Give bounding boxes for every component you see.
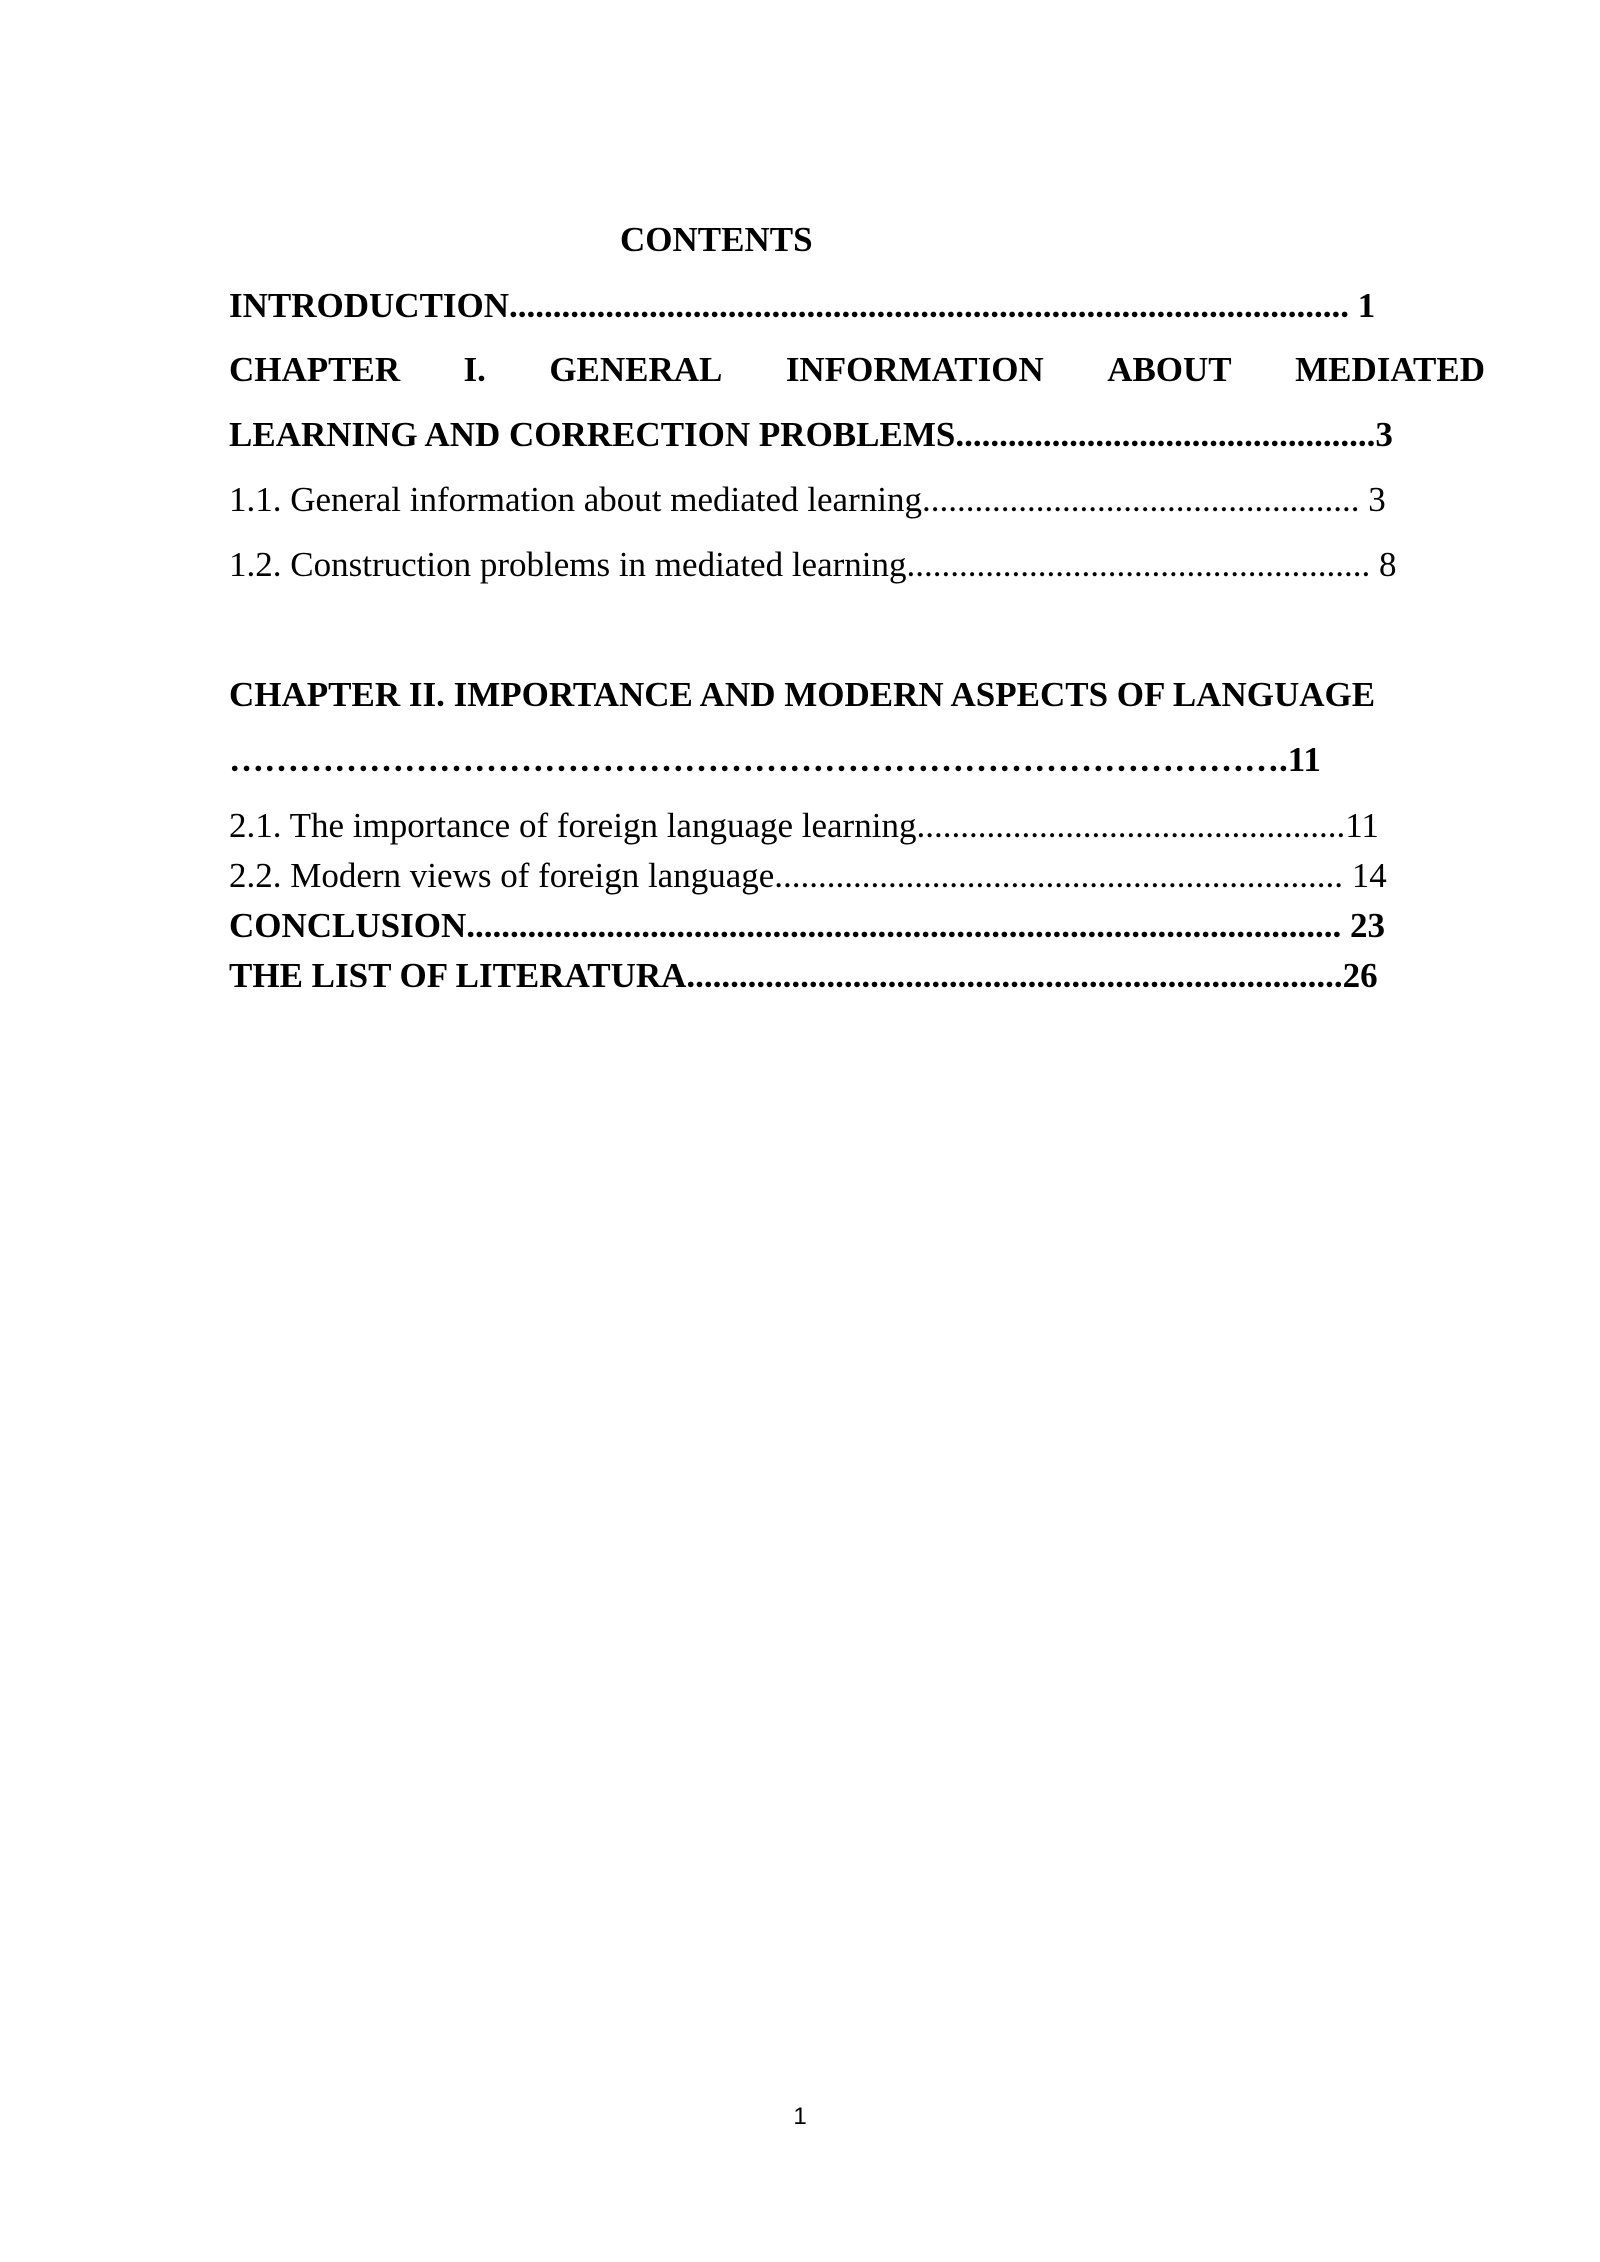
toc-entry-section-2-1: 2.1. The importance of foreign language learning.................................................11: [229, 806, 1379, 845]
toc-word: CHAPTER: [229, 350, 401, 389]
toc-entry-literature: THE LIST OF LITERATURA...........................................................................26: [229, 956, 1378, 995]
toc-entry-chapter-2-line-1: CHAPTER II. IMPORTANCE AND MODERN ASPECTS OF LANGUAGE: [229, 675, 1376, 714]
toc-word: MEDIATED: [1295, 350, 1485, 389]
toc-entry-chapter-1-line-2: LEARNING AND CORRECTION PROBLEMS................................................3: [229, 415, 1393, 454]
toc-entry-conclusion: CONCLUSION.................................................................................................... 23: [229, 906, 1386, 945]
toc-word: ABOUT: [1107, 350, 1232, 389]
toc-entry-chapter-1-line-1: [229, 348, 1485, 392]
toc-entry-section-1-2: 1.2. Construction problems in mediated learning..................................................... 8: [229, 545, 1397, 584]
page-number: 1: [793, 2103, 807, 2130]
toc-entry-chapter-2-line-2: ……………………………………………………………………………….11: [229, 740, 1321, 779]
toc-entry-introduction: INTRODUCTION................................................................................................ 1: [229, 286, 1376, 325]
contents-title: CONTENTS: [620, 220, 813, 259]
toc-entry-section-1-1: 1.1. General information about mediated learning.................................................. 3: [229, 480, 1386, 519]
toc-entry-section-2-2: 2.2. Modern views of foreign language................................................................. 14: [229, 856, 1387, 895]
toc-word: GENERAL: [549, 350, 723, 389]
toc-word: I.: [463, 350, 486, 389]
toc-word: INFORMATION: [785, 350, 1044, 389]
